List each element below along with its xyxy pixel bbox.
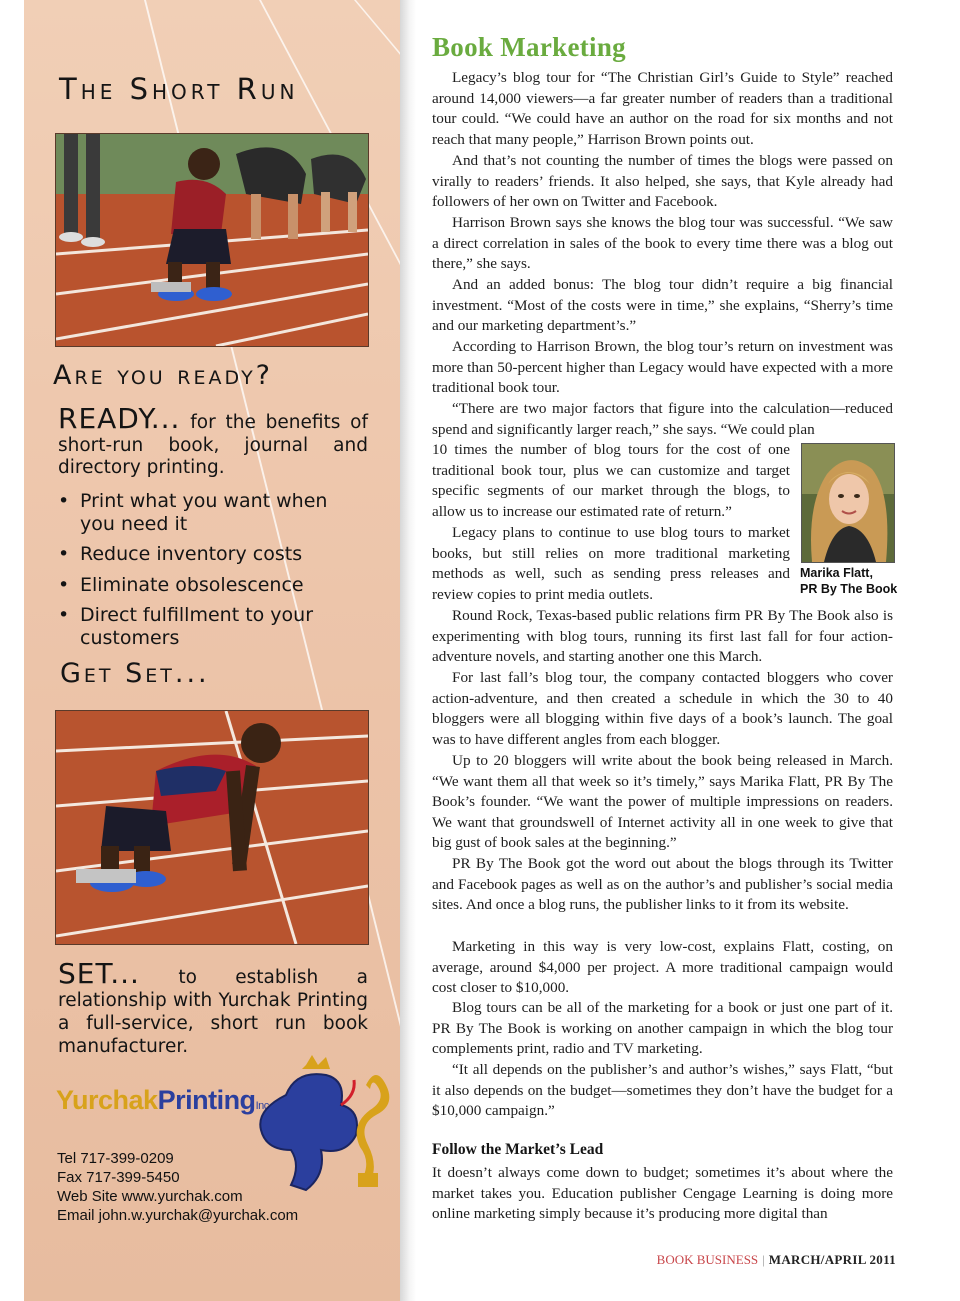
- logo-word-yurchak: Yurchak: [56, 1085, 158, 1115]
- contact-fax: Fax 717-399-5450: [57, 1169, 180, 1186]
- footer-issue: MARCH/APRIL 2011: [768, 1252, 896, 1267]
- article-subheading: Follow the Market’s Lead: [432, 1141, 604, 1158]
- yurchak-logo-text: [56, 1085, 269, 1116]
- advertisement: [24, 0, 400, 1301]
- page-footer: [657, 1252, 896, 1268]
- ready-word: READY...: [58, 402, 181, 435]
- sprinter-photo: [55, 710, 369, 945]
- article-paragraph: 10 times the number of blog tours for the cost of one traditional book tour, plus we can customize and target specific segments of our market through the blogs, to allow us to increase our estimated rate of return.”: [432, 441, 790, 520]
- bullet: •: [58, 604, 70, 626]
- article-paragraph: Marketing in this way is very low-cost, explains Flatt, costing, on average, around $4,000 per project. A more traditional campaign would cost closer to $10,000.: [432, 938, 893, 997]
- article-paragraph: For last fall’s blog tour, the company contacted bloggers who cover action-adventure, and then created a schedule in which the 30 to 40 bloggers were all blogging within five days of a book’s launch. The goal was to have different angles from each blogger.: [432, 669, 893, 748]
- article-paragraph: “It all depends on the publisher’s and author’s wishes,” says Flatt, “but it also depends on the budget—sometimes they don’t have the budget for a $10,000 campaign.”: [432, 1061, 893, 1120]
- footer-separator: |: [762, 1252, 765, 1267]
- logo-word-printing: Printing: [157, 1085, 256, 1115]
- bullet: •: [58, 490, 70, 512]
- ready-benefits: for the benefits of short-run book, journal and directory printing.: [58, 412, 368, 478]
- article-paragraph: And that’s not counting the number of times the blogs were passed on virally to readers’ friends. It also helped, she says, that Kyle already had followers of her own on Twitter and Facebook.: [432, 152, 893, 211]
- caption-name: Marika Flatt,: [800, 566, 873, 580]
- article-paragraph: Legacy plans to continue to use blog tours to market books, but still relies on more traditional marketing methods as well, such as sending press releases and review copies to print media outlets.: [432, 524, 790, 603]
- article-paragraph: Legacy’s blog tour for “The Christian Girl’s Guide to Style” reached around 14,000 viewers—a far greater number of readers than a traditional tour could. “We could have an author on the road for six months and not reach that many people,” Harrison Brown points out.: [432, 69, 893, 148]
- set-description: to establish a relationship with Yurchak Printing a full-service, short run book manufacturer.: [58, 967, 368, 1057]
- ad-ready-text: [58, 402, 368, 480]
- portrait-caption: [800, 566, 897, 597]
- ad-ready-heading: Are you ready?: [53, 360, 274, 391]
- list-item-text: Eliminate obsolescence: [80, 573, 304, 596]
- ad-title: The Short Run: [59, 72, 299, 106]
- caption-company: PR By The Book: [800, 581, 898, 596]
- ad-get-set-heading: Get Set...: [60, 658, 210, 689]
- article-paragraph: And an added bonus: The blog tour didn’t require a big financial investment. “Most of the costs were in time,” she explains, “Sherry’s time and our marketing department’s.”: [432, 276, 893, 335]
- contact-tel: Tel 717-399-0209: [57, 1150, 174, 1167]
- runners-photo: [55, 133, 369, 347]
- page-gutter: [400, 0, 416, 1301]
- article-paragraph: “There are two major factors that figure into the calculation—reduced spend and significantly larger reach,” she says. “We could plan: [432, 400, 893, 438]
- article-paragraph: It doesn’t always come down to budget; sometimes it’s about where the market takes you. Education publisher Cengage Learning is doing more online marketing simply because it’s producing more digital than: [432, 1164, 893, 1223]
- article-heading: Book Marketing: [432, 32, 626, 62]
- list-item-text: Direct fulfillment to your customers: [80, 604, 314, 649]
- article-paragraph: According to Harrison Brown, the blog tour’s return on investment was more than 50-percent higher than Legacy would have expected with a more traditional book tour.: [432, 338, 893, 397]
- list-item: [58, 604, 358, 649]
- bullet: •: [58, 543, 70, 565]
- contact-website[interactable]: Web Site www.yurchak.com: [57, 1188, 243, 1205]
- article-paragraph: PR By The Book got the word out about the blogs through its Twitter and Facebook pages as well as on the author’s and publisher’s social media sites. And once a blog runs, the publisher links to it from its website.: [432, 855, 893, 914]
- list-item: [58, 574, 358, 597]
- list-item-text: Reduce inventory costs: [80, 543, 303, 565]
- article-paragraph: Round Rock, Texas-based public relations firm PR By The Book also is experimenting with blog tours, running its first last fall for four action-adventure novels, and starting another one this March.: [432, 607, 893, 666]
- list-item: [58, 543, 358, 566]
- benefits-list: [58, 490, 358, 657]
- contact-email[interactable]: Email john.w.yurchak@yurchak.com: [57, 1207, 299, 1224]
- marika-flatt-portrait: [801, 443, 895, 563]
- list-item-text: Print what you want when you need it: [80, 490, 328, 535]
- ad-set-text: [58, 957, 368, 1058]
- footer-publication: BOOK BUSINESS: [656, 1252, 759, 1267]
- list-item: [58, 490, 358, 535]
- article-paragraph: Blog tours can be all of the marketing for a book or just one part of it. PR By The Book is working on another campaign in which the blog tour complements print, radio and TV marketing.: [432, 999, 893, 1058]
- set-word: SET...: [58, 957, 140, 990]
- article-paragraph: Harrison Brown says she knows the blog tour was successful. “We saw a direct correlation in sales of the book to every time there was a blog out there,” she says.: [432, 214, 893, 273]
- logo-suffix: Inc: [255, 1100, 269, 1112]
- bullet: •: [58, 573, 70, 596]
- contact-block: [57, 1149, 298, 1225]
- article-paragraph: Up to 20 bloggers will write about the book being released in March. “We want them all that week so it’s timely,” says Marika Flatt, PR By The Book’s founder. “We want the power of multiple impressions on readers. We want that groundswell of Internet activity all in one week to give that big gust of book sales at the beginning.”: [432, 752, 893, 852]
